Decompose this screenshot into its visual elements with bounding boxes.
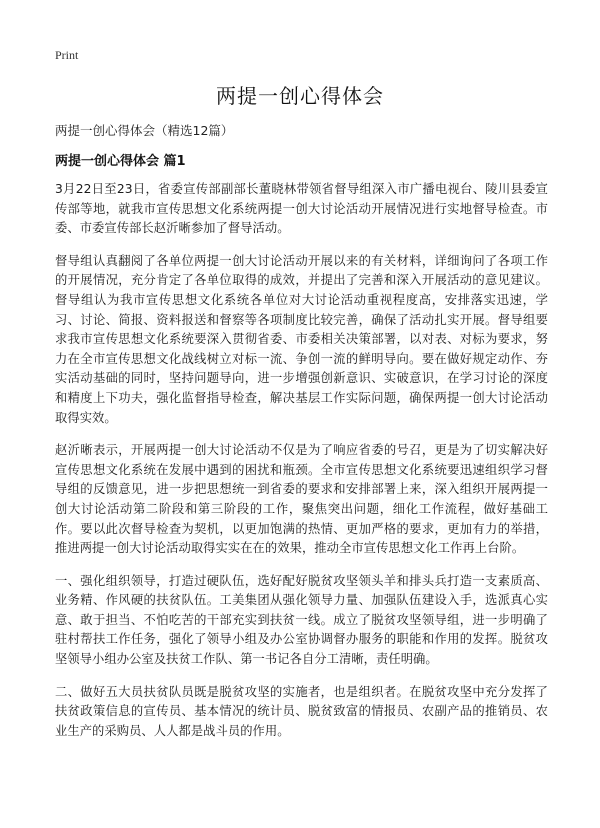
paragraph: 3月22日至23日，省委宣传部副部长董晓林带领省督导组深入市广播电视台、陵川县委宣传部等地，就我市宣传思想文化系统两提一创大讨论活动开展情况进行实地督导检查。市委、市委宣传部长赵沂晰参加了督导活动。 xyxy=(55,182,548,236)
document-subtitle: 两提一创心得体会（精选12篇） xyxy=(55,123,234,138)
paragraph: 督导组认真翻阅了各单位两提一创大讨论活动开展以来的有关材料，详细询问了各项工作的开展情况，充分肯定了各单位取得的成效，并提出了完善和深入开展活动的意见建议。督导组认为我市宣传思想文化系统各单位对大讨论活动重视程度高，安排落实迅速，学习、讨论、简报、资料报送和督察等各项制度比较完善，确保了活动扎实开展。督导组要求我市宣传思想文化系统要深入贯彻省委、市委相关决策部署，以对表、对标为要求，努力在全市宣传思想文化战线树立对标一流、争创一流的鲜明导向。要在做好规定动作、夯实活动基础的同时，坚持问题导向，进一步增强创新意识、实破意识，在学习讨论的深度和精度上下功夫，强化监督指导检查，解决基层工作实际问题，确保两提一创大讨论活动取得实效。 xyxy=(55,253,548,425)
page-title: 两提一创心得体会 xyxy=(216,84,384,108)
paragraph: 赵沂晰表示，开展两提一创大讨论活动不仅是为了响应省委的号召，更是为了切实解决好宣传思想文化系统在发展中遇到的困扰和瓶颈。全市宣传思想文化系统要迅速组织学习督导组的反馈意见，进一步把思想统一到省委的要求和安排部署上来，深入组织开展两提一创大讨论活动第二阶段和第三阶段的工作，聚焦突出问题，细化工作流程，做好基础工作。要以此次督导检查为契机，以更加饱满的热情、更加严格的要求，更加有力的举措，推进两提一创大讨论活动取得实实在在的效果，推动全市宣传思想文化工作再上台阶。 xyxy=(55,443,548,556)
paragraph: 一、强化组织领导，打造过硬队伍，选好配好脱贫攻坚领头羊和排头兵打造一支素质高、业务精、作风硬的扶贫队伍。工美集团从强化领导力量、加强队伍建设入手，选派真心实意、敢于担当、不怕吃苦的干部充实到扶贫一线。成立了脱贫攻坚领导组，进一步明确了驻村帮扶工作任务，强化了领导小组及办公室协调督办服务的职能和作用的发挥。脱贫攻坚领导小组办公室及扶贫工作队、第一书记各自分工清晰，责任明确。 xyxy=(55,573,548,667)
paragraph: 二、做好五大员扶贫队员既是脱贫攻坚的实施者，也是组织者。在脱贫攻坚中充分发挥了扶贫政策信息的宣传员、基本情况的统计员、脱贫致富的情报员、农副产品的推销员、农业生产的采购员、人人都是战斗员的作用。 xyxy=(55,684,548,738)
section-heading: 两提一创心得体会 篇1 xyxy=(55,154,186,169)
print-link[interactable]: Print xyxy=(55,48,79,62)
document-body xyxy=(55,180,548,754)
